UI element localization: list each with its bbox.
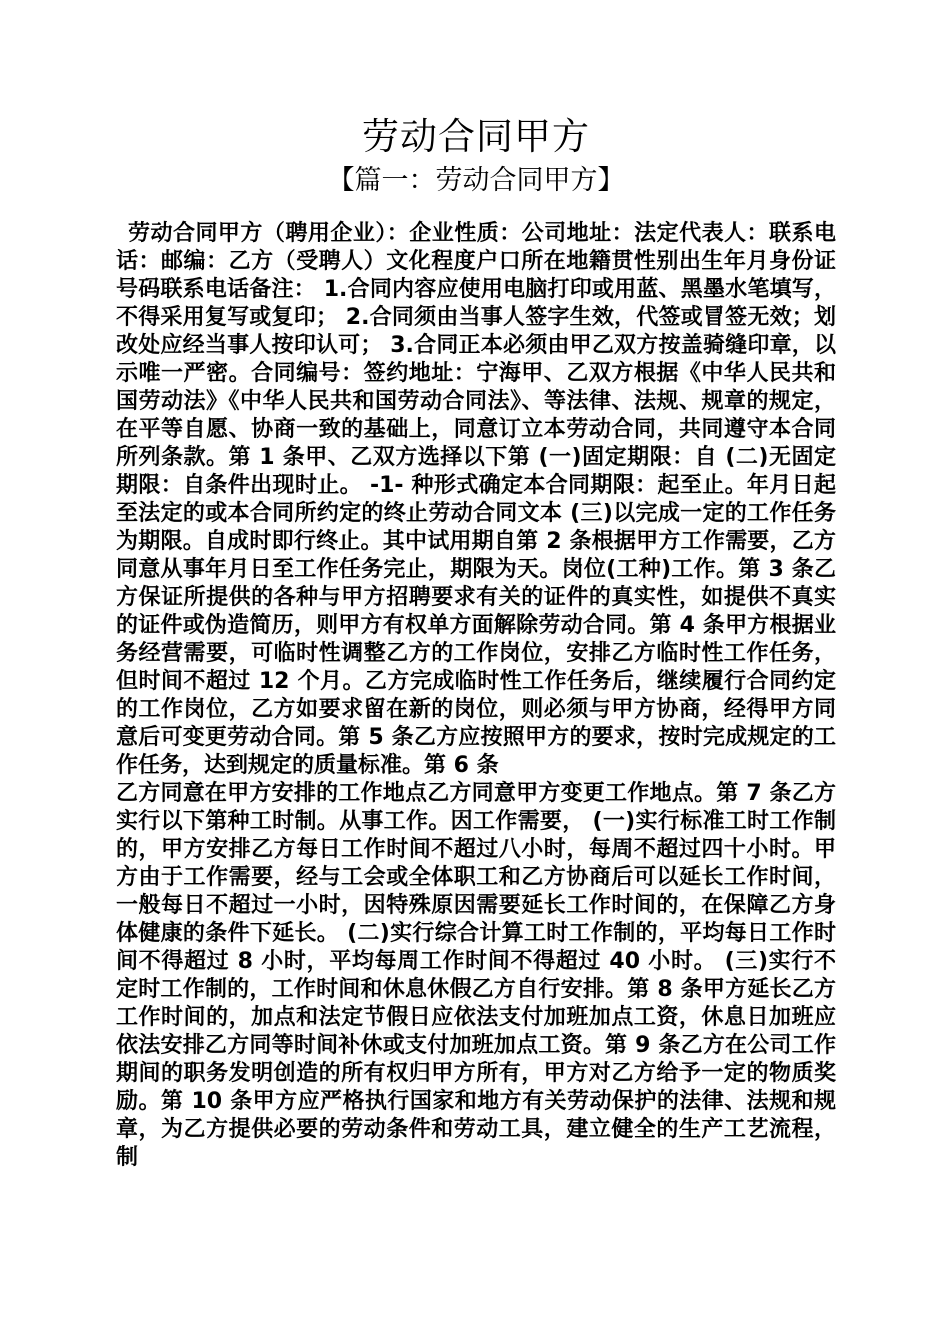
body-paragraph-1: 劳动合同甲方（聘用企业）：企业性质：公司地址：法定代表人：联系电话：邮编：乙方（受聘人）文化程度户口所在地籍贯性别出生年月身份证号码联系电话备注： 1.合同内容应使用电脑打印或用蓝、黑墨水笔填写，不得采用复写或复印； 2.合同须由当事人签字生效，代签或冒签无效；划改处应经当事人按印认可； 3.合同正本必须由甲乙双方按盖骑缝印章，以示唯一严密。合同编号：签约地址：宁海甲、乙双方根据《中华人民共和国劳动法》《中华人民共和国劳动合同法》、等法律、法规、规章的规定，在平等自愿、协商一致的基础上，同意订立本劳动合同，共同遵守本合同所列条款。第 1 条甲、乙双方选择以下第 (一)固定期限：自 (二)无固定期限：自条件出现时止。 -1- 种形式确定本合同期限：起至止。年月日起至法定的或本合同所约定的终止劳动合同文本 (三)以完成一定的工作任务为期限。自成时即行终止。其中试用期自第 2 条根据甲方工作需要，乙方同意从事年月日至工作任务完止，期限为天。岗位(工种)工作。第 3 条乙方保证所提供的各种与甲方招聘要求有关的证件的真实性，如提供不真实的证件或伪造简历，则甲方有权单方面解除劳动合同。第 4 条甲方根据业务经营需要，可临时性调整乙方的工作岗位，安排乙方临时性工作任务，但时间不超过 12 个月。乙方完成临时性工作任务后，继续履行合同约定的工作岗位，乙方如要求留在新的岗位，则必须与甲方协商，经得甲方同意后可变更劳动合同。第 5 条乙方应按照甲方的要求，按时完成规定的工作任务，达到规定的质量标准。第 6 条 <box>116 221 836 778</box>
document-title: 劳动合同甲方 <box>362 115 590 158</box>
document-subtitle: 【篇一：劳动合同甲方】 <box>327 165 625 196</box>
document-body <box>116 220 836 1172</box>
body-paragraph-2: 乙方同意在甲方安排的工作地点乙方同意甲方变更工作地点。第 7 条乙方实行以下第种工时制。从事工作。因工作需要， (一)实行标准工时工作制的，甲方安排乙方每日工作时间不超过八小时，每周不超过四十小时。甲方由于工作需要，经与工会或全体职工和乙方协商后可以延长工作时间，一般每日不超过一小时，因特殊原因需要延长工作时间的，在保障乙方身体健康的条件下延长。 (二)实行综合计算工时工作制的，平均每日工作时间不得超过 8 小时，平均每周工作时间不得超过 40 小时。 (三)实行不定时工作制的，工作时间和休息休假乙方自行安排。第 8 条甲方延长乙方工作时间的，加点和法定节假日应依法支付加班加点工资，休息日加班应依法安排乙方同等时间补休或支付加班加点工资。第 9 条乙方在公司工作期间的职务发明创造的所有权归甲方所有，甲方对乙方给予一定的物质奖励。第 10 条甲方应严格执行国家和地方有关劳动保护的法律、法规和规章，为乙方提供必要的劳动条件和劳动工具，建立健全的生产工艺流程，制 <box>116 781 836 1170</box>
document-page <box>116 112 836 1172</box>
